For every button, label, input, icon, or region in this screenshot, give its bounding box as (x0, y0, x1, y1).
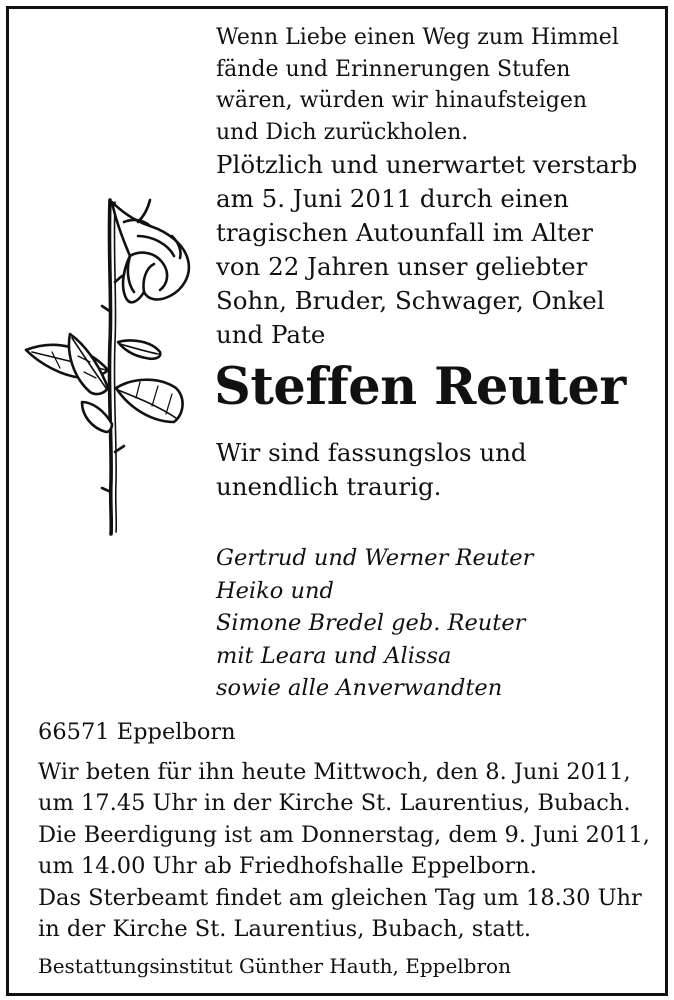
deceased-name: Steffen Reuter (214, 357, 626, 417)
wilted-rose-icon (12, 192, 192, 537)
place-line: 66571 Eppelborn (38, 719, 236, 745)
grief-statement: Wir sind fassungslos und unendlich traurig. (216, 438, 527, 501)
memorial-poem: Wenn Liebe einen Weg zum Himmel fände und Erinnerungen Stufen wären, würden wir hinaufsteigen und Dich zurückholen. (216, 25, 619, 145)
prayer-info: Wir beten für ihn heute Mittwoch, den 8. Juni 2011, um 17.45 Uhr in der Kirche St. Laurentius, Bubach. (38, 759, 631, 816)
funeral-info: Die Beerdigung ist am Donnerstag, dem 9. Juni 2011, um 14.00 Uhr ab Friedhofshalle Eppelborn. (38, 822, 650, 879)
mourners-list: Gertrud und Werner Reuter Heiko und Simone Bredel geb. Reuter mit Leara und Alissa sowie alle Anverwandten (216, 545, 534, 701)
undertaker-line: Bestattungsinstitut Günther Hauth, Eppelbron (38, 954, 511, 978)
death-notice-text: Plötzlich und unerwartet verstarb am 5. Juni 2011 durch einen tragischen Autounfall im Alter von 22 Jahren unser geliebter Sohn, Bruder, Schwager, Onkel und Pate (216, 150, 638, 349)
requiem-info: Das Sterbeamt findet am gleichen Tag um 18.30 Uhr in der Kirche St. Laurentius, Bubach, statt. (38, 885, 642, 942)
